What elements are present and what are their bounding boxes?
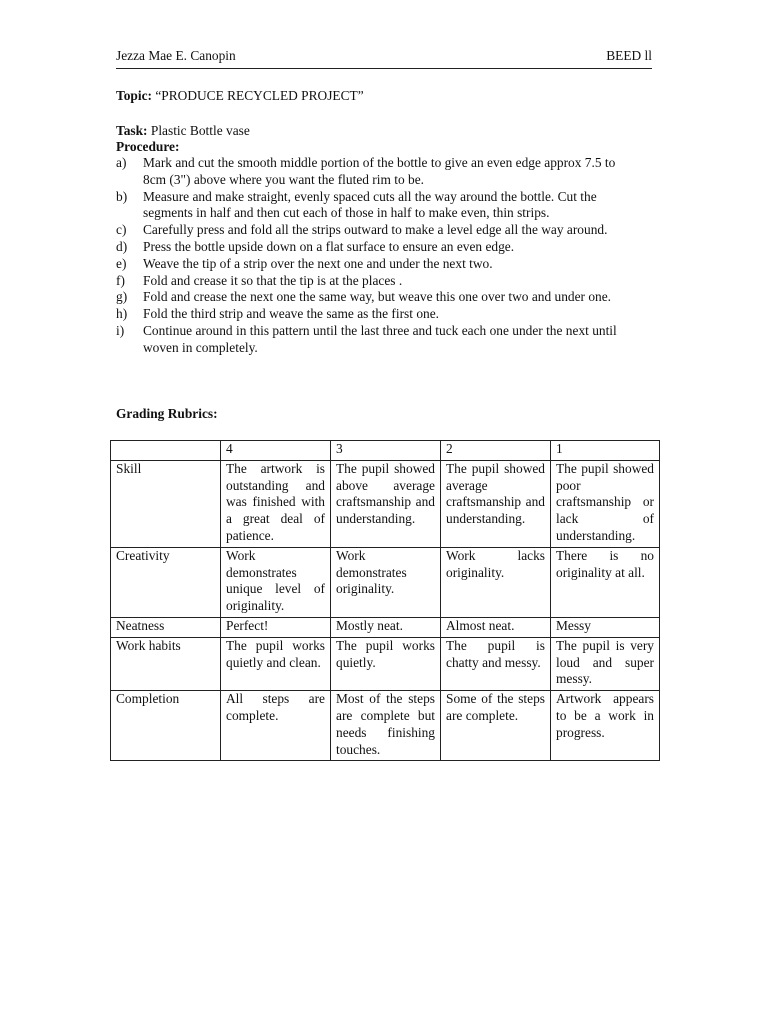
rubric-heading: Grading Rubrics: xyxy=(116,406,218,421)
table-row xyxy=(111,637,660,690)
step-marker: g) xyxy=(116,289,128,305)
procedure-step xyxy=(116,306,636,323)
rubric-cell: Work demonstrates originality. xyxy=(331,547,441,617)
step-text: Mark and cut the smooth middle portion of the bottle to give an even edge approx 7.5 to 8cm (3") above where you want the fluted rim to be. xyxy=(143,155,616,187)
step-marker: b) xyxy=(116,188,128,204)
procedure-step xyxy=(116,323,636,357)
rubric-cell: Work demonstrates unique level of originality. xyxy=(221,547,331,617)
rubric-cell: Most of the steps are complete but needs finishing touches. xyxy=(331,691,441,761)
table-row xyxy=(111,460,660,547)
rubric-score-header: 1 xyxy=(551,441,660,461)
step-text: Weave the tip of a strip over the next one and under the next two. xyxy=(143,255,493,271)
task-value: Plastic Bottle vase xyxy=(150,123,250,138)
rubric-score-header: 2 xyxy=(441,441,551,461)
rubric-cell: The pupil showed poor craftsmanship or lack of understanding. xyxy=(551,460,660,547)
step-text: Fold and crease it so that the tip is at the places . xyxy=(143,272,403,288)
step-marker: f) xyxy=(116,272,125,288)
rubric-criterion: Work habits xyxy=(111,637,221,690)
rubric-cell: Mostly neat. xyxy=(331,617,441,637)
topic-label: Topic: xyxy=(116,88,152,103)
table-row xyxy=(111,617,660,637)
rubric-criterion: Skill xyxy=(111,460,221,547)
rubric-score-header: 4 xyxy=(221,441,331,461)
step-text: Continue around in this pattern until the last three and tuck each one under the next until woven in completely. xyxy=(143,322,617,355)
procedure-step xyxy=(116,239,636,256)
rubric-cell: Artwork appears to be a work in progress. xyxy=(551,691,660,761)
rubric-cell: The pupil is chatty and messy. xyxy=(441,637,551,690)
step-text: Measure and make straight, evenly spaced cuts all the way around the bottle. Cut the segments in half and then cut each of those in half to make even, thin strips. xyxy=(143,188,597,221)
procedure-steps xyxy=(116,155,636,357)
rubric-cell: Perfect! xyxy=(221,617,331,637)
rubric-cell: The pupil showed average craftsmanship and understanding. xyxy=(441,460,551,547)
rubric-score-header: 3 xyxy=(331,441,441,461)
step-text: Fold the third strip and weave the same as the first one. xyxy=(143,306,440,322)
step-text: Press the bottle upside down on a flat surface to ensure an even edge. xyxy=(143,238,515,254)
course-label: BEED ll xyxy=(606,48,652,63)
step-marker: c) xyxy=(116,222,127,238)
rubric-cell: The artwork is outstanding and was finished with a great deal of patience. xyxy=(221,460,331,547)
topic-line xyxy=(116,88,364,104)
table-row xyxy=(111,691,660,761)
procedure-step xyxy=(116,273,636,290)
topic-value: “PRODUCE RECYCLED PROJECT” xyxy=(155,88,364,103)
table-row xyxy=(111,547,660,617)
rubric-criterion: Creativity xyxy=(111,547,221,617)
author-name: Jezza Mae E. Canopin xyxy=(116,48,236,63)
step-marker: i) xyxy=(116,322,125,338)
rubric-cell: The pupil showed above average craftsmanship and understanding. xyxy=(331,460,441,547)
rubric-cell: Work lacks originality. xyxy=(441,547,551,617)
rubric-cell: All steps are complete. xyxy=(221,691,331,761)
task-label: Task: xyxy=(116,123,148,138)
rubric-cell: Messy xyxy=(551,617,660,637)
procedure-step xyxy=(116,289,636,306)
procedure-step xyxy=(116,155,636,189)
rubric-header-row xyxy=(111,441,660,461)
rubric-criterion: Neatness xyxy=(111,617,221,637)
step-text: Carefully press and fold all the strips outward to make a level edge all the way around. xyxy=(143,222,608,238)
procedure-step xyxy=(116,189,636,223)
rubric-cell: Some of the steps are complete. xyxy=(441,691,551,761)
procedure-step xyxy=(116,222,636,239)
rubric-cell: The pupil works quietly and clean. xyxy=(221,637,331,690)
rubric-cell: Almost neat. xyxy=(441,617,551,637)
rubric-criterion: Completion xyxy=(111,691,221,761)
rubric-cell: The pupil is very loud and super messy. xyxy=(551,637,660,690)
step-marker: e) xyxy=(116,255,127,271)
procedure-heading: Procedure: xyxy=(116,139,180,154)
rubric-cell: The pupil works quietly. xyxy=(331,637,441,690)
step-marker: h) xyxy=(116,306,128,322)
task-line xyxy=(116,122,250,139)
page-header xyxy=(116,48,652,69)
rubric-cell: There is no originality at all. xyxy=(551,547,660,617)
step-text: Fold and crease the next one the same way, but weave this one over two and under one. xyxy=(143,289,612,305)
step-marker: a) xyxy=(116,155,127,170)
grading-rubric-table xyxy=(110,440,660,761)
procedure-step xyxy=(116,256,636,273)
step-marker: d) xyxy=(116,238,128,254)
rubric-score-header xyxy=(111,441,221,461)
